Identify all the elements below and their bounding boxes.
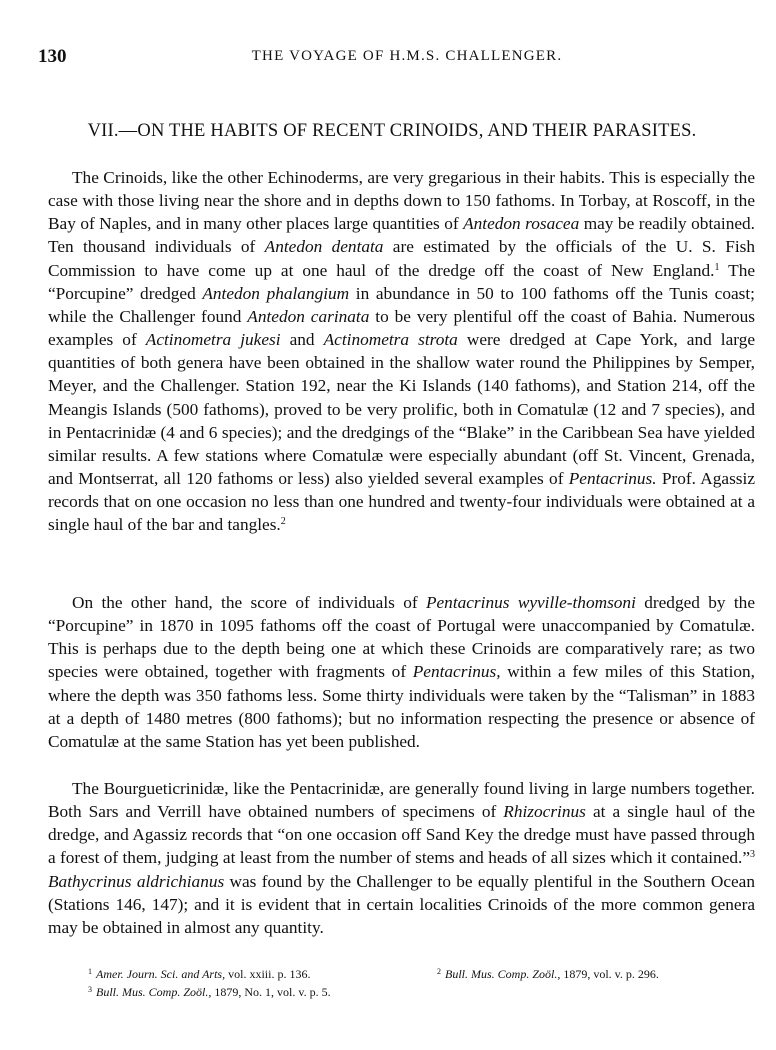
- paragraph-2: [48, 591, 755, 753]
- text-run: were dredged at Cape York, and large quantities of both genera have been obtained in the shallow water round the Philippines by Semper, Meyer, and the Challenger. Station 192, near the Ki Islands (140 fathoms), and Station 214, off the Meangis Islands (500 fathoms), proved to be very prolific, both in Comatulæ (12 and 7 species), and in Pentacrinidæ (4 and 6 species); and the dredgings of the “Blake” in the Caribbean Sea have yielded similar results. A few stations where Comatulæ were especially abundant (off St. Vincent, Grenada, and Montserrat, all 120 fathoms or less) also yielded several examples of: [48, 330, 755, 489]
- text-run: dredged by the “Porcupine” in 1870 in 1095 fathoms off the coast of Portugal were unaccompanied by Comatulæ. This is perhaps due to the depth being one at which these Crinoids are comparatively rare; as two species were obtained, together with fragments of: [48, 593, 755, 682]
- footnote-source: Amer. Journ. Sci. and Arts,: [96, 967, 226, 981]
- paragraph-1: [48, 166, 755, 537]
- text-run: and: [280, 330, 324, 350]
- text-run: are estimated by the officials of the U. S. Fish Commission to have come up at one haul of the dredge off the coast of New England.: [48, 237, 755, 280]
- text-run: in abundance in 50 to 100 fathoms off the Tunis coast; while the Challenger found: [48, 283, 755, 326]
- footnote-source: Bull. Mus. Comp. Zoöl.,: [445, 967, 561, 981]
- section-heading: VII.—ON THE HABITS OF RECENT CRINOIDS, AND THEIR PARASITES.: [87, 121, 697, 141]
- footnote-mark: 1: [88, 967, 92, 976]
- footnote-3: [88, 984, 331, 1000]
- footnote-citation: vol. xxiii. p. 136.: [225, 967, 311, 981]
- species-name: Antedon dentata: [264, 237, 384, 257]
- footnote-citation: 1879, vol. v. p. 296.: [560, 967, 659, 981]
- footnote-ref-1[interactable]: 1: [714, 261, 720, 273]
- footnote-1: [88, 966, 310, 982]
- text-run: was found by the Challenger to be equally plentiful in the Southern Ocean (Stations 146, 147); and it is evident that in certain localities Crinoids of the more common genera may be obtained in almost any quantity.: [48, 871, 755, 937]
- text-run: The Bourgueticrinidæ, like the Pentacrinidæ, are generally found living in large numbers together. Both Sars and Verrill have obtained numbers of specimens of: [48, 779, 755, 822]
- text-run: On the other hand, the score of individuals of: [72, 593, 426, 612]
- text-run: within a few miles of this Station, where the depth was 350 fathoms less. Some thirty individuals were taken by the “Talisman” in 1883 at a depth of 1480 metres (800 fathoms); but no information respecting the presence or absence of Comatulæ at the same Station has yet been published.: [48, 662, 755, 751]
- genus-name: Rhizocrinus: [503, 802, 586, 822]
- genus-name: Pentacrinus.: [568, 469, 657, 489]
- footnote-mark: 2: [437, 967, 441, 976]
- footnote-ref-2[interactable]: 2: [280, 516, 286, 528]
- text-run: The “Porcupine” dredged: [48, 260, 756, 303]
- paragraph-3: [48, 777, 755, 939]
- footnote-ref-3[interactable]: 3: [750, 849, 755, 861]
- species-name: Antedon rosacea: [463, 214, 580, 234]
- species-name: Antedon carinata: [247, 306, 370, 326]
- species-name: Bathycrinus aldrichianus: [48, 871, 225, 891]
- species-name: Actinometra jukesi: [145, 330, 281, 350]
- page-number: 130: [38, 46, 67, 67]
- text-run: may be readily obtained. Ten thousand individuals of: [48, 214, 755, 257]
- text-run: to be very plentiful off the coast of Bahia. Numerous examples of: [48, 306, 755, 350]
- species-name: Antedon phalangium: [202, 283, 350, 303]
- footnote-mark: 3: [88, 985, 92, 994]
- footnote-2: [437, 966, 659, 982]
- footnote-source: Bull. Mus. Comp. Zoöl.,: [96, 985, 212, 999]
- species-name: Pentacrinus wyville-thomsoni: [425, 593, 636, 612]
- text-run: at a single haul of the dredge, and Agassiz records that “on one occasion off Sand Key the dredge must have passed through a forest of them, judging at least from the number of stems and heads of all sizes which it contained.”: [48, 802, 755, 868]
- running-head: [38, 46, 746, 70]
- genus-name: Pentacrinus,: [412, 662, 501, 682]
- species-name: Actinometra strota: [323, 330, 458, 350]
- text-run: Prof. Agassiz records that on one occasion no less than one hundred and twenty-four individuals were obtained at a single haul of the bar and tangles.: [48, 469, 755, 535]
- running-head-title: THE VOYAGE OF H.M.S. CHALLENGER.: [251, 48, 563, 64]
- footnote-citation: 1879, No. 1, vol. v. p. 5.: [211, 985, 331, 999]
- text-run: The Crinoids, like the other Echinoderms, are very gregarious in their habits. This is especially the case with those living near the shore and in depths down to 150 fathoms. In Torbay, at Roscoff, in the Bay of Naples, and in many other places large quantities of: [48, 168, 755, 234]
